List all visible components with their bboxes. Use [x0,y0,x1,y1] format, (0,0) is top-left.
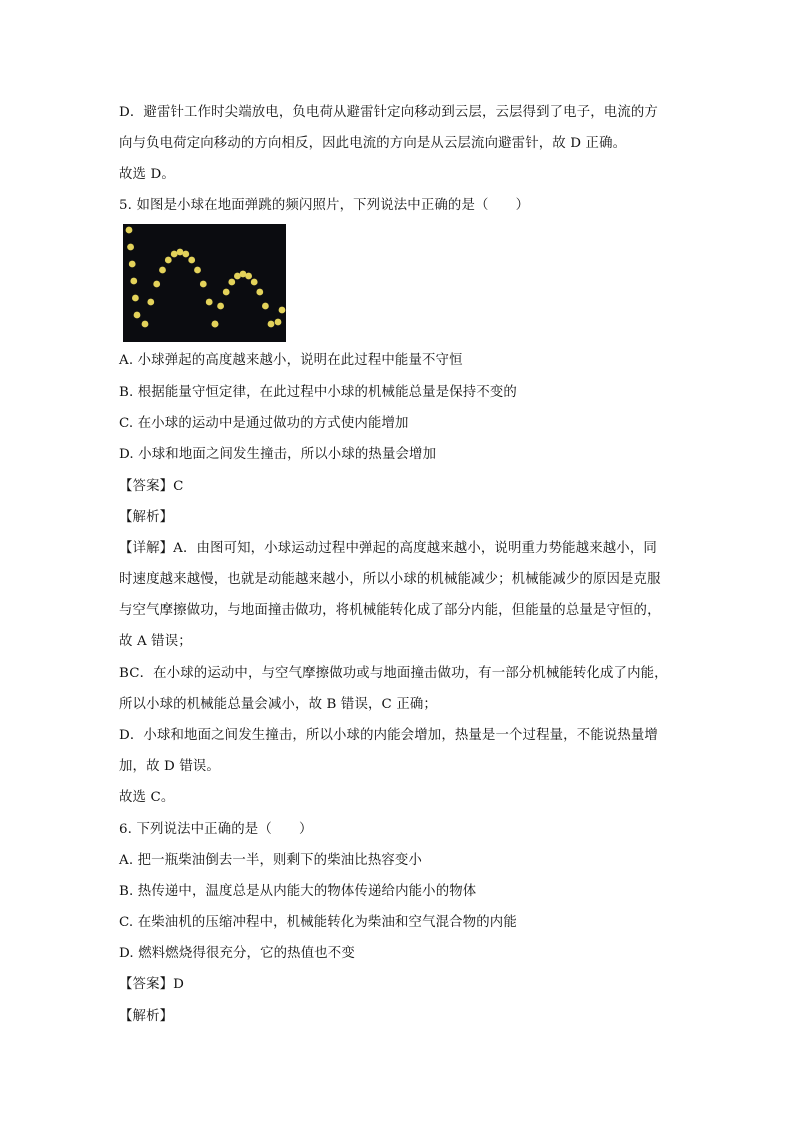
option-a: A. 把一瓶柴油倒去一半，则剩下的柴油比热容变小 [119,853,422,868]
text-line: 时速度越来越慢，也就是动能越来越小，所以小球的机械能减少；机械能减少的原因是克服 [119,572,661,587]
text-line: 向与负电荷定向移动的方向相反，因此电流的方向是从云层流向避雷针，故 D 正确。 [119,136,627,151]
option-d: D. 小球和地面之间发生撞击，所以小球的热量会增加 [119,447,437,462]
ball-image [256,289,263,296]
analysis-label: 【解析】 [119,510,174,525]
text-line: 所以小球的机械能总量会减小，故 B 错误，C 正确； [119,697,437,712]
ball-image [262,303,269,310]
ball-image [134,312,141,319]
option-b: B. 根据能量守恒定律，在此过程中小球的机械能总量是保持不变的 [119,385,517,400]
bouncing-ball-image [123,224,286,342]
ball-image [200,281,207,288]
text-line: 【详解】A．由图可知，小球运动过程中弹起的高度越来越小，说明重力势能越来越小，同 [119,541,657,556]
ball-image [142,321,149,328]
text-line: BC．在小球的运动中，与空气摩擦做功或与地面撞击做功，有一部分机械能转化成了内能， [119,666,668,681]
option-c: C. 在小球的运动中是通过做功的方式使内能增加 [119,416,409,431]
ball-image [206,299,213,306]
ball-image [129,261,136,268]
ball-image [177,249,184,256]
analysis-label: 【解析】 [119,1009,174,1024]
ball-image [275,319,282,326]
ball-image [147,299,154,306]
option-d: D. 燃料燃烧得很充分，它的热值也不变 [119,946,355,961]
question-5-stem: 5. 如图是小球在地面弹跳的频闪照片，下列说法中正确的是（ ） [119,198,530,213]
ball-image [279,307,286,314]
ball-image [130,278,137,285]
ball-image [217,303,224,310]
ball-image [127,244,134,251]
question-6-stem: 6. 下列说法中正确的是（ ） [119,822,313,837]
ball-image [245,273,252,280]
ball-image [188,257,195,264]
ball-image [153,281,160,288]
ball-image [251,279,258,286]
text-line: 与空气摩擦做功，与地面撞击做功，将机械能转化成了部分内能，但能量的总量是守恒的， [119,603,661,618]
text-line: 加，故 D 错误。 [119,759,220,774]
ball-image [212,321,219,328]
ball-image [223,289,230,296]
ball-image [132,295,139,302]
option-b: B. 热传递中，温度总是从内能大的物体传递给内能小的物体 [119,884,477,899]
text-line: D．避雷针工作时尖端放电，负电荷从避雷针定向移动到云层，云层得到了电子，电流的方 [119,105,658,120]
ball-image [228,279,235,286]
ball-image [126,227,133,234]
text-line: 故 A 错误； [119,634,192,649]
ball-image [194,267,201,274]
ball-image [165,257,172,264]
ball-image [268,321,275,328]
option-a: A. 小球弹起的高度越来越小，说明在此过程中能量不守恒 [119,353,463,368]
text-line: 故选 D。 [119,167,175,182]
ball-image [171,251,178,258]
text-line: D．小球和地面之间发生撞击，所以小球的内能会增加，热量是一个过程量，不能说热量增 [119,728,658,743]
bouncing-ball-photo [123,224,286,342]
answer-label: 【答案】D [119,977,185,992]
ball-image [159,267,166,274]
ball-image [182,251,189,258]
option-c: C. 在柴油机的压缩冲程中，机械能转化为柴油和空气混合物的内能 [119,915,517,930]
text-line: 故选 C。 [119,790,175,805]
answer-label: 【答案】C [119,479,184,494]
